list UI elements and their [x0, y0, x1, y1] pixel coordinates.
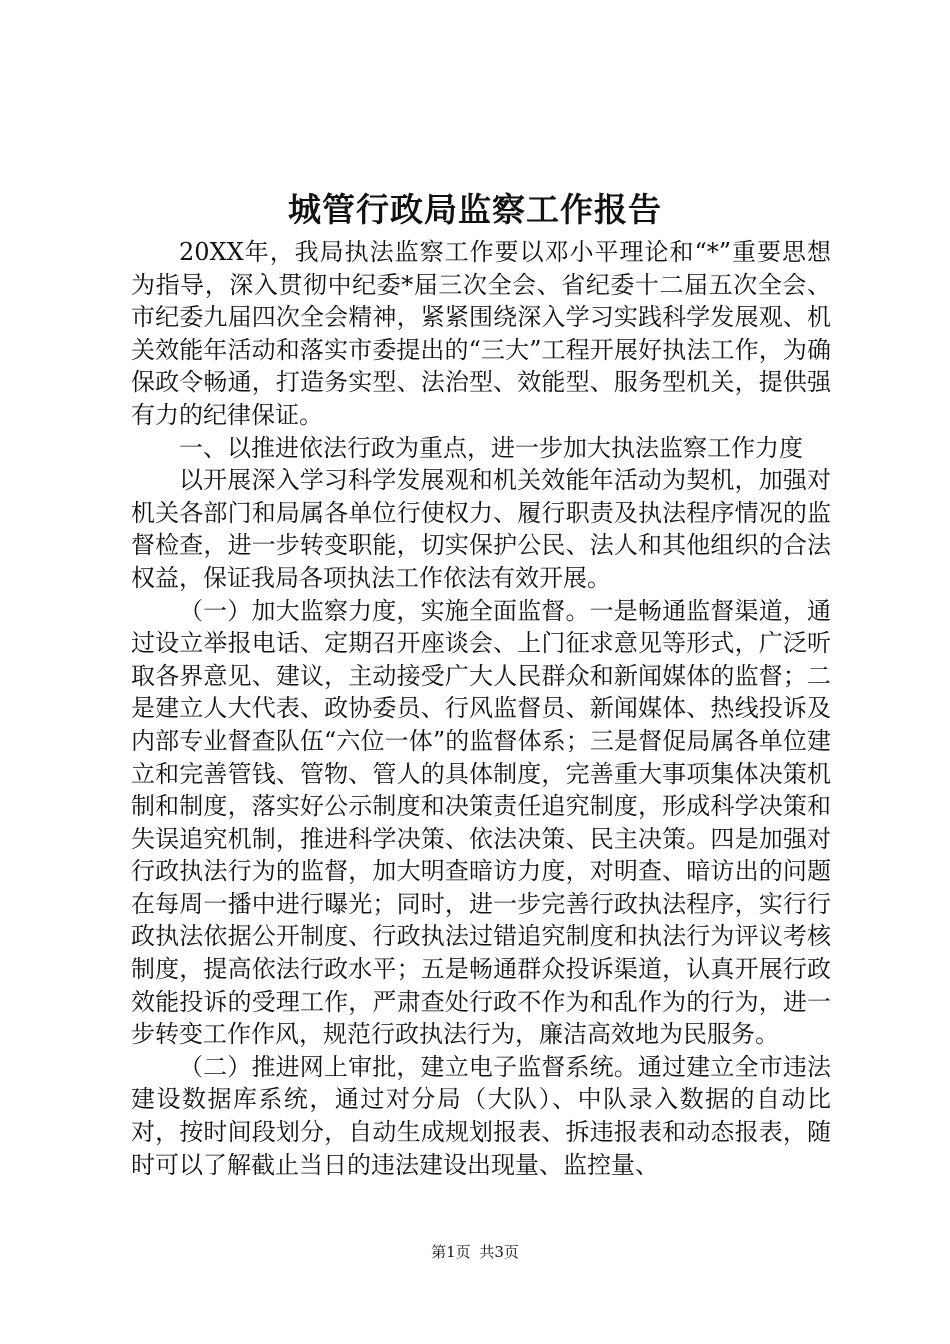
paragraph-subsection-1: （一）加大监察力度，实施全面监督。一是畅通监督渠道，通过设立举报电话、定期召开座谈会、上门征求意见等形式，广泛听取各界意见、建议，主动接受广大人民群众和新闻媒体的监督；二是建立人大代表、政协委员、行风监督员、新闻媒体、热线投诉及内部专业督查队伍“六位一体”的监督体系；三是督促局属各单位建立和完善管钱、管物、管人的具体制度，完善重大事项集体决策机制和制度，落实好公示制度和决策责任追究制度，形成科学决策和失误追究机制，推进科学决策、依法决策、民主决策。四是加强对行政执法行为的监督，加大明查暗访力度，对明查、暗访出的问题在每周一播中进行曝光；同时，进一步完善行政执法程序，实行行政执法依据公开制度、行政执法过错追究制度和执法行为评议考核制度，提高依法行政水平；五是畅通群众投诉渠道，认真开展行政效能投诉的受理工作，严肃查处行政不作为和乱作为的行为，进一步转变工作作风，规范行政执法行为，廉洁高效地为民服务。: [131, 596, 831, 1049]
page-total: 共3页: [479, 1243, 519, 1261]
section-heading-1: 一、以推进依法行政为重点，进一步加大执法监察工作力度: [179, 433, 803, 462]
document-body: [131, 236, 831, 1181]
paragraph-subsection-2: （二）推进网上审批，建立电子监督系统。通过建立全市违法建设数据库系统，通过对分局（大队）、中队录入数据的自动比对，按时间段划分，自动生成规划报表、拆违报表和动态报表，随时可以了解截止当日的违法建设出现量、监控量、: [131, 1052, 831, 1179]
document-title: 城管行政局监察工作报告: [288, 190, 662, 229]
page-footer: [0, 1242, 950, 1262]
paragraph-intro: 20XX年，我局执法监察工作要以邓小平理论和“*”重要思想为指导，深入贯彻中纪委*届三次全会、省纪委十二届五次全会、市纪委九届四次全会精神，紧紧围绕深入学习实践科学发展观、机关效能年活动和落实市委提出的“三大”工程开展好执法工作，为确保政令畅通，打造务实型、法治型、效能型、服务型机关，提供强有力的纪律保证。: [131, 238, 831, 429]
paragraph-section-1-intro: 以开展深入学习科学发展观和机关效能年活动为契机，加强对机关各部门和局属各单位行使权力、履行职责及执法程序情况的监督检查，进一步转变职能，切实保护公民、法人和其他组织的合法权益，保证我局各项执法工作依法有效开展。: [131, 466, 831, 592]
page-number: 第1页: [431, 1243, 471, 1261]
